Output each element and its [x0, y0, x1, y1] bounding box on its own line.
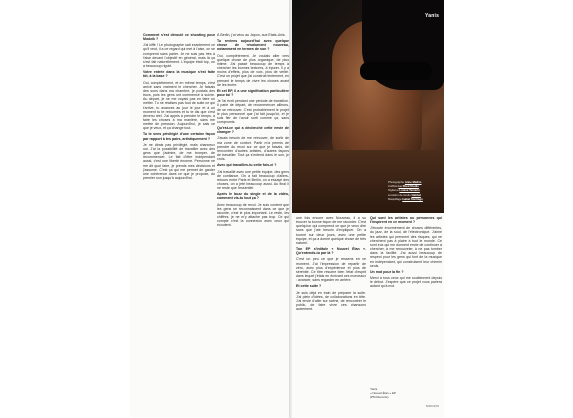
- credit-value[interactable]: Le Shed Studio: [398, 184, 419, 189]
- interview-answer: C'est un peu ce que je ressens en ce moment. J'ai l'impression de repartir de zéro, avec plus d'expérience et plus de sérénité. Ce titre résume bien l'état d'esprit dans lequel j'étais en écrivant ces morceaux : avancer, sans regarder en arrière.: [296, 257, 366, 283]
- interview-answer: Je l'ai écrit pendant une période de transition. Il parle de départ, de recommencer ailleurs, de se retrouver. C'est probablement le projet le plus personnel que j'ai fait jusqu'ici, et je suis fier de l'avoir sorti comme ça, sans compromis.: [217, 99, 289, 124]
- interview-answer: À Berlin, j'ai vécu au Japon, aux États-Unis.: [217, 33, 286, 37]
- credit-label: Location de studio: [388, 192, 411, 197]
- article-signature: [370, 387, 442, 399]
- portrait-sunglasses: [360, 62, 432, 80]
- interview-answer: J'écoute énormément de choses différentes, du jazz, de la soul, de l'électronique. J'aime les artistes qui prennent des risques, qui ne cherchent pas à plaire à tout le monde. Ce sont eux qui me donnent envie de continuer à chercher, à me renouveler, à ne pas tomber dans la facilité. J'ai aussi beaucoup de respect pour les gens qui font de la musique en indépendant, qui construisent leur chemin seuls.: [370, 226, 442, 268]
- credit-value[interactable]: Isabel Santiago: [402, 196, 423, 201]
- signature-line: (PM Records): [370, 395, 389, 399]
- interview-question: Qu'est-ce qui a déclenché cette envie de changer ?: [217, 126, 289, 135]
- interview-answer: une fois encore avec Nouveau, il a su trouver la bonne façon de me raconter. C'est quelqu'un qui comprend ce que je veux dire sans que j'aie besoin d'expliquer. On a tourné sur deux jours, avec une petite équipe, et ça a donné quelque chose de très naturel.: [296, 216, 366, 245]
- signature-line: « Nouvel Élan » EP: [370, 391, 397, 395]
- interview-answer: J'avais besoin de me retrouver, de sortir de ma zone de confort. Partir m'a permis de prendre du recul sur ce que je faisais, de rencontrer d'autres artistes, d'autres façons de travailler. Tout ça s'entend dans le son, je crois.: [217, 136, 289, 162]
- credit-label: Maquillage: [388, 196, 402, 201]
- credit-row: [388, 197, 442, 201]
- photo-artist-name: Yanis: [425, 13, 440, 19]
- interview-answer: Merci à tous ceux qui me soutiennent depuis le début. J'espère que ce projet vous parlera autant qu'à moi.: [370, 276, 442, 289]
- text-column-4: [370, 216, 442, 386]
- credit-value[interactable]: Louise Tamarin: [399, 188, 420, 193]
- interview-question: Avec qui travailles-tu cette fois-ci ?: [217, 163, 277, 168]
- interview-question: Un mot pour la fin ?: [370, 269, 404, 274]
- interview-answer: Oui, complètement. Je voulais aller vers quelque chose de plus organique, de plus intime. J'ai passé beaucoup de temps à chercher les bonnes textures, à épurer. Il y a moins d'effets, plus de voix, plus de vérité. C'est un projet que j'ai construit lentement, en prenant le temps de vivre les choses avant de les écrire.: [217, 53, 289, 87]
- interview-answer: J'ai travaillé avec une petite équipe, des gens de confiance. On a fait beaucoup d'allers-retours entre Paris et Berlin, on a essayé des choses, on a jeté beaucoup aussi. Au final il ne reste que l'essentiel.: [217, 169, 289, 191]
- credit-value[interactable]: Anne Mathis: [404, 180, 422, 184]
- interview-question: Tu te sens privilégié d'une certaine façon par rapport à tes pairs, artistiquement ?: [143, 132, 215, 141]
- interview-question: Tu reviens aujourd'hui avec quelque chose de résolument nouveau, notamment en termes de son ?: [217, 39, 289, 52]
- interview-question: Votre entrée dans la musique s'est faite tôt, à la base ?: [143, 70, 215, 79]
- interview-question: Et cet EP, il a une signification particulière pour toi ?: [217, 88, 289, 98]
- credit-label: Coiffure: [388, 184, 398, 189]
- interview-answer: Oui, complètement, et en même temps, c'est arrivé sans vraiment le chercher. Je faisais des sons dans ma chambre, je postais des trucs, puis les gens ont commencé à suivre. Au départ, je ne me voyais pas en faire un métier. Tu ne réalises pas tout de suite ce qui t'arrive, tu avances au jour le jour et à un moment tu te retournes et tu te dis que c'est devenu réel. J'ai appris à prendre le temps, à faire les choses à ma manière, sans me mettre de pression. Aujourd'hui, je sais ce que je veux, et ça change tout.: [143, 80, 215, 131]
- interview-question: Et cette suite ?: [296, 284, 322, 289]
- interview-answer: J'ai kiffé ! Le photographe sait exactement ce qu'il veut, il a ce regard qui met à l'aise, on se comprend sans parler. Je ne suis pas très à l'aise devant l'objectif en général, mais là ça s'est fait naturellement. L'équipe était top, on a beaucoup rigolé.: [143, 43, 215, 69]
- interview-answer: Avec beaucoup de recul. Je suis content que les gens se reconnaissent dans ce que je raconte, c'est le plus important. Le reste, les chiffres, je ne m'y attache pas trop. Ce qui compte c'est la connexion avec ceux qui écoutent.: [217, 202, 289, 228]
- signature-line: Yanis: [370, 387, 378, 391]
- text-column-2: [217, 33, 289, 383]
- interview-answer: Je ne dirais pas privilégié, mais chanceux oui. J'ai la possibilité de travailler avec des gens que j'admire, de me tromper, de recommencer. Le fait d'être indépendant aussi, c'est une liberté énorme. Personne ne me dit quoi faire, je prends mes décisions et j'assume. C'est ça qui me permet de garder une cohérence dans ce que je propose, du premier son jusqu'à aujourd'hui.: [143, 142, 215, 180]
- interview-question: Ton EP s'intitule « Nouvel Élan ». Qu'entends-tu par là ?: [296, 247, 366, 256]
- text-column-3: [296, 216, 366, 386]
- interview-question: Qui sont les artistes ou personnes qui t'inspirent en ce moment ?: [370, 216, 442, 225]
- interview-question: Après le buzz du single et de la vidéo, comment vis-tu tout ça ?: [217, 192, 289, 201]
- credit-label: Stylisme: [388, 188, 399, 193]
- text-column-1: [143, 33, 215, 383]
- credit-label: Photographe: [388, 180, 405, 184]
- credit-value[interactable]: Oakhal: [411, 192, 421, 197]
- interview-question: Comment s'est déroulé ce shooting pour Modzik ?: [143, 33, 215, 42]
- page-folio: MODZIK: [426, 404, 440, 408]
- interview-answer: Je suis déjà en train de préparer la suite. J'ai plein d'idées, de collaborations en tête. J'ai envie d'aller sur scène, de rencontrer le public, de faire vivre ces chansons autrement.: [296, 290, 366, 312]
- photo-credits: [388, 180, 442, 201]
